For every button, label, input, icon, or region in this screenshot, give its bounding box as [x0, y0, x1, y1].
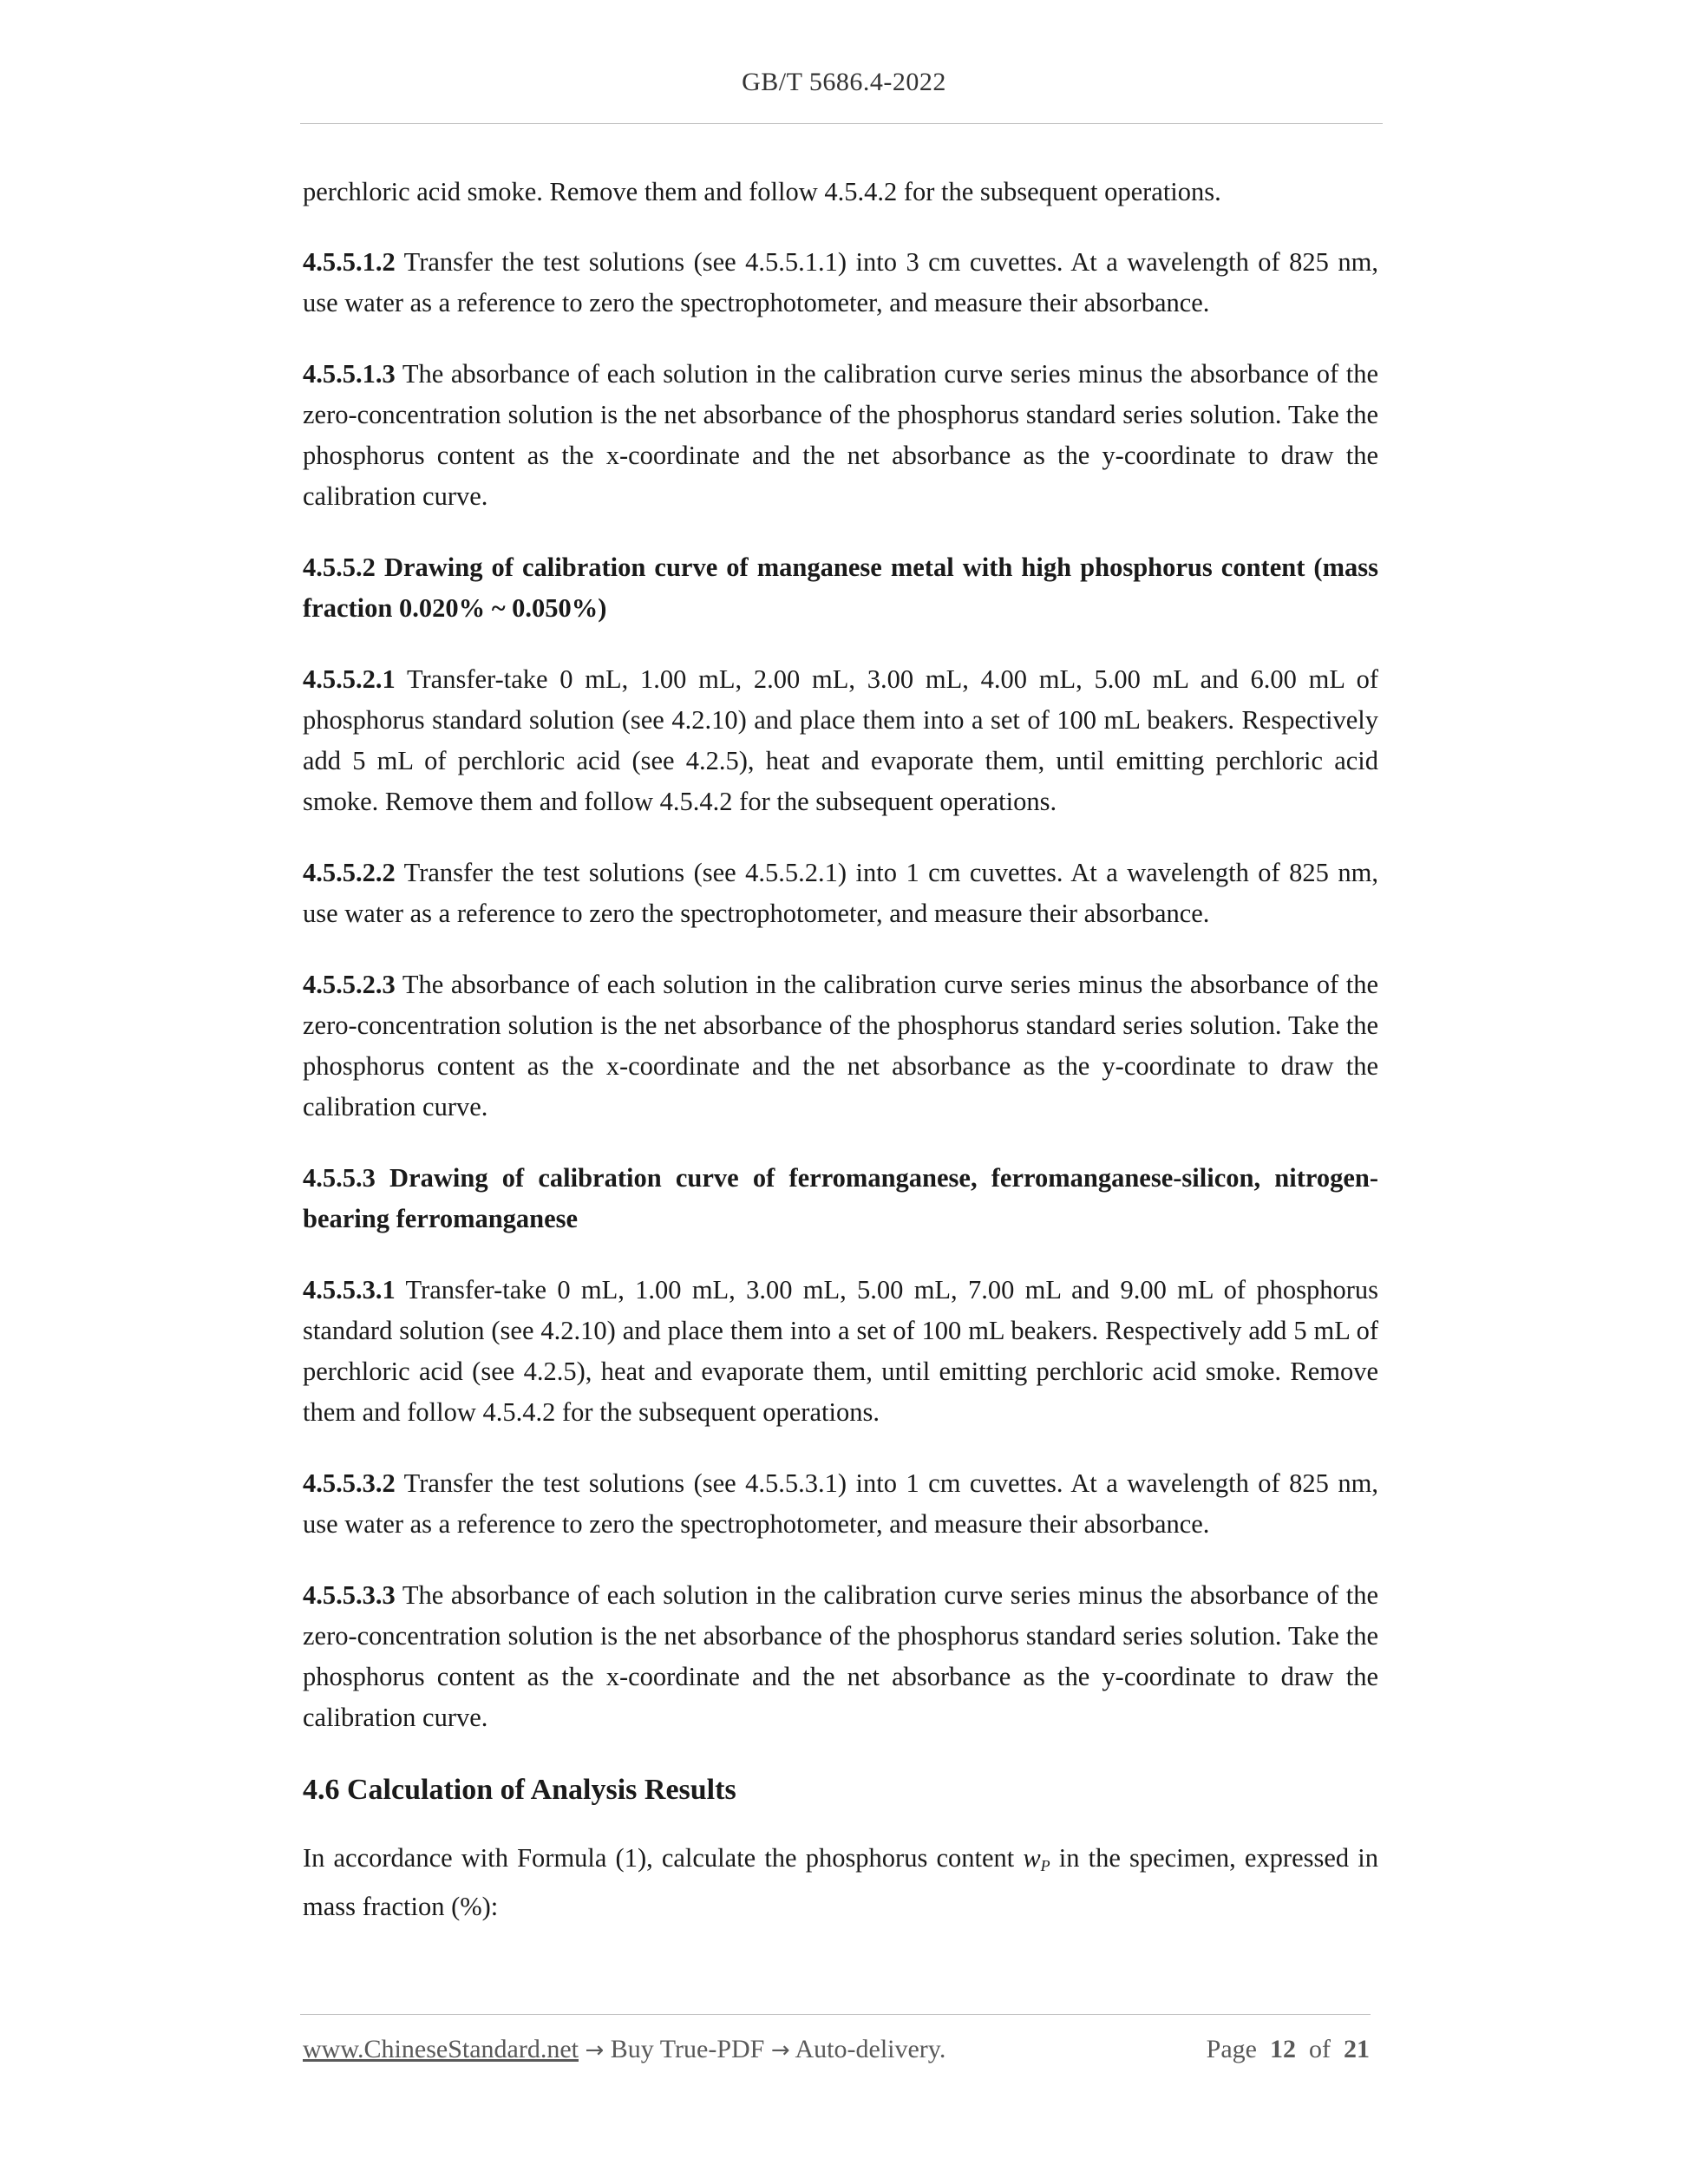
clause-number: 4.5.5.1.3 — [303, 359, 396, 389]
page-footer — [303, 2035, 1370, 2073]
arrow-right-icon: → — [770, 2037, 790, 2063]
heading-4-5-5-2: 4.5.5.2 Drawing of calibration curve of manganese metal with high phosphorus content (mass fraction 0.020% ~ 0.050%) — [303, 553, 1378, 623]
formula-intro-paragraph: In accordance with Formula (1), calculate the phosphorus content $w_P$ in the specimen, expressed in mass fraction (%): — [303, 1843, 1378, 1921]
header-divider — [300, 123, 1383, 124]
page-number — [1207, 2035, 1370, 2064]
clause-number: 4.5.5.3.2 — [303, 1468, 396, 1498]
document-header — [0, 68, 1688, 97]
document-body — [303, 172, 1378, 1958]
clause-4-5-5-3-1 — [303, 1270, 1378, 1433]
buy-text: Buy True-PDF — [604, 2035, 771, 2063]
clause-number: 4.5.5.1.2 — [303, 247, 396, 277]
heading-4-5-5-3: 4.5.5.3 Drawing of calibration curve of ferromanganese, ferromanganese-silicon, nitrogen-bearing ferromanganese — [303, 1163, 1378, 1233]
clause-number: 4.5.5.2.3 — [303, 970, 396, 999]
clause-4-5-5-2-1 — [303, 659, 1378, 822]
clause-4-5-5-3-2 — [303, 1463, 1378, 1545]
variable-w: w — [1023, 1843, 1041, 1873]
of-label: of — [1309, 2035, 1331, 2063]
clause-number: 4.5.5.3.3 — [303, 1580, 396, 1610]
clause-text: Transfer the test solutions (see 4.5.5.1.1) into 3 cm cuvettes. At a wavelength of 825 nm, use water as a reference to zero the spectrophotometer, and measure their absorbance. — [303, 247, 1378, 317]
variable-subscript: P — [1040, 1857, 1050, 1874]
clause-number: 4.5.5.2.2 — [303, 858, 396, 887]
footer-divider — [300, 2014, 1371, 2015]
delivery-text: Auto-delivery. — [789, 2035, 946, 2063]
clause-text: The absorbance of each solution in the calibration curve series minus the absorbance of the zero-concentration solution is the net absorbance of the phosphorus standard series solution. Take the phosphorus content as the x-coordinate and the net absorbance as the y-coordinate to draw the calibration curve. — [303, 359, 1378, 511]
clause-text: The absorbance of each solution in the calibration curve series minus the absorbance of the zero-concentration solution is the net absorbance of the phosphorus standard series solution. Take the phosphorus content as the x-coordinate and the net absorbance as the y-coordinate to draw the calibration curve. — [303, 1580, 1378, 1732]
clause-4-5-5-2-2 — [303, 853, 1378, 934]
clause-text: Transfer the test solutions (see 4.5.5.2.1) into 1 cm cuvettes. At a wavelength of 825 nm, use water as a reference to zero the spectrophotometer, and measure their absorbance. — [303, 858, 1378, 928]
heading-4-6: 4.6 Calculation of Analysis Results — [303, 1774, 736, 1806]
website-link[interactable]: www.ChineseStandard.net — [303, 2035, 579, 2063]
clause-number: 4.5.5.2.1 — [303, 664, 396, 694]
clause-4-5-5-1-3 — [303, 354, 1378, 517]
arrow-right-icon: → — [585, 2037, 605, 2063]
clause-text: Transfer the test solutions (see 4.5.5.3.1) into 1 cm cuvettes. At a wavelength of 825 nm, use water as a reference to zero the spectrophotometer, and measure their absorbance. — [303, 1468, 1378, 1539]
clause-4-5-5-2-3 — [303, 964, 1378, 1128]
footer-promo — [303, 2035, 945, 2064]
clause-number: 4.5.5.3.1 — [303, 1275, 396, 1305]
clause-text: Transfer-take 0 mL, 1.00 mL, 3.00 mL, 5.00 mL, 7.00 mL and 9.00 mL of phosphorus standard solution (see 4.2.10) and place them into a set of 100 mL beakers. Respectively add 5 mL of perchloric acid (see 4.2.5), heat and evaporate them, until emitting perchloric acid smoke. Remove them and follow 4.5.4.2 for the subsequent operations. — [303, 1275, 1378, 1427]
document-id: GB/T 5686.4-2022 — [742, 68, 946, 96]
page-label: Page — [1206, 2035, 1257, 2063]
clause-text: The absorbance of each solution in the calibration curve series minus the absorbance of the zero-concentration solution is the net absorbance of the phosphorus standard series solution. Take the phosphorus content as the x-coordinate and the net absorbance as the y-coordinate to draw the calibration curve. — [303, 970, 1378, 1121]
current-page: 12 — [1270, 2035, 1296, 2063]
clause-4-5-5-1-2 — [303, 242, 1378, 324]
total-pages: 21 — [1344, 2035, 1370, 2063]
paragraph-continuation: perchloric acid smoke. Remove them and follow 4.5.4.2 for the subsequent operations. — [303, 177, 1221, 206]
clause-text: Transfer-take 0 mL, 1.00 mL, 2.00 mL, 3.00 mL, 4.00 mL, 5.00 mL and 6.00 mL of phosphorus standard solution (see 4.2.10) and place them into a set of 100 mL beakers. Respectively add 5 mL of perchloric acid (see 4.2.5), heat and evaporate them, until emitting perchloric acid smoke. Remove them and follow 4.5.4.2 for the subsequent operations. — [303, 664, 1378, 816]
clause-4-5-5-3-3 — [303, 1575, 1378, 1738]
